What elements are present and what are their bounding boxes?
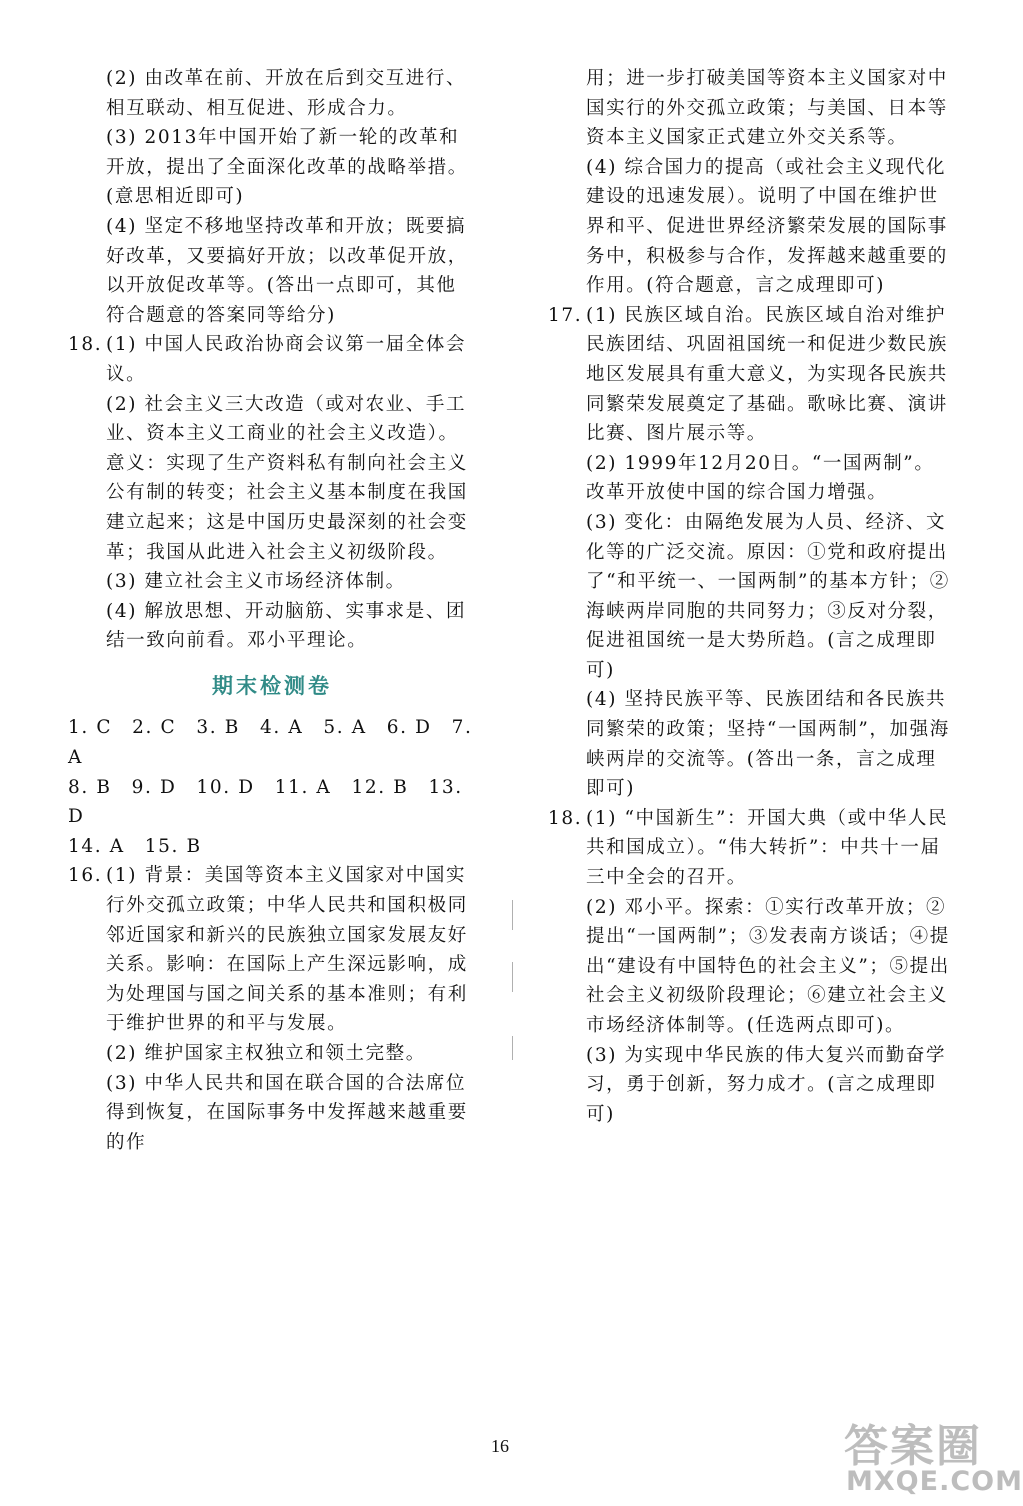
left-column xyxy=(68,64,476,1157)
q18-part-1: (1) “中国新生”：开国大典（或中华人民共和国成立）。“伟大转折”：中共十一届三中全会的召开。 xyxy=(586,807,949,889)
answer-line: 1. C 2. C 3. B 4. A 5. A 6. D 7. A xyxy=(68,717,473,769)
q16-part-4: (4) 综合国力的提高（或社会主义现代化建设的迅速发展）。说明了中国在维护世界和平、促进世界经济繁荣发展的国际事务中，积极参与合作，发挥越来越重要的作用。(符合题意，言之成理即可) xyxy=(586,156,948,297)
section-title: 期末检测卷 xyxy=(212,673,332,698)
q17-part-4: (4) 坚定不移地坚持改革和开放；既要搞好改革，又要搞好开放；以改革促开放，以开放促改革等。(答出一点即可，其他符合题意的答案同等给分) xyxy=(106,215,468,326)
question-number: 17. xyxy=(548,304,583,326)
q18-part-1: (1) 中国人民政治协商会议第一届全体会议。 xyxy=(106,334,467,385)
column-divider xyxy=(512,900,513,930)
q17-part-2: (2) 由改革在前、开放在后到交互进行、相互联动、相互促进、形成合力。 xyxy=(106,68,467,119)
q17-part-4: (4) 坚持民族平等、民族团结和各民族共同繁荣的政策；坚持“一国两制”，加强海峡两岸的交流等。(答出一条，言之成理即可) xyxy=(586,689,950,800)
question-number: 18. xyxy=(548,807,583,829)
q16-part-3: (3) 中华人民共和国在联合国的合法席位得到恢复，在国际事务中发挥越来越重要的作 xyxy=(106,1072,468,1153)
q18-part-2: (2) 邓小平。探索：①实行改革开放；②提出“一国两制”；③发表南方谈话；④提出“建设有中国特色的社会主义”；⑤提出社会主义初级阶段理论；⑥建立社会主义市场经济体制等。(任选两点即可)。 xyxy=(586,896,950,1036)
page-number: 16 xyxy=(491,1436,509,1456)
watermark-text-en: MXQE.COM xyxy=(846,1466,1023,1497)
watermark-text-cn: 答案圈 xyxy=(844,1421,982,1472)
q18-part-3: (3) 建立社会主义市场经济体制。 xyxy=(106,571,406,593)
q17-part-3: (3) 2013年中国开始了新一轮的改革和开放，提出了全面深化改革的战略举措。(意思相近即可) xyxy=(106,127,468,208)
right-column xyxy=(548,64,952,1129)
column-divider xyxy=(512,962,513,992)
answer-line: 8. B 9. D 10. D 11. A 12. B 13. D xyxy=(68,776,463,828)
question-16 xyxy=(68,861,476,1157)
column-divider xyxy=(512,1036,513,1060)
question-18 xyxy=(68,330,476,656)
q16-part-2: (2) 维护国家主权独立和领土完整。 xyxy=(106,1043,426,1064)
question-18 xyxy=(548,804,952,1130)
q18-part-3: (3) 为实现中华民族的伟大复兴而勤奋学习，勇于创新，努力成才。(言之成理即可) xyxy=(586,1044,947,1125)
answer-line: 14. A 15. B xyxy=(68,835,202,857)
question-number: 18. xyxy=(68,334,103,356)
q17-part-3: (3) 变化：由隔绝发展为人员、经济、文化等的广泛交流。原因：①党和政府提出了“和平统一、一国两制”的基本方针；②海峡两岸同胞的共同努力；③反对分裂，促进祖国统一是大势所趋。(言之成理即可) xyxy=(586,511,950,681)
question-17 xyxy=(548,301,952,804)
q17-part-2: (2) 1999年12月20日。“一国两制”。改革开放使中国的综合国力增强。 xyxy=(586,452,935,504)
watermark-logo xyxy=(836,1410,1023,1502)
q18-part-4: (4) 解放思想、开动脑筋、实事求是、团结一致向前看。邓小平理论。 xyxy=(106,600,467,652)
q18-part-2: (2) 社会主义三大改造（或对农业、手工业、资本主义工商业的社会主义改造）。意义：实现了生产资料私有制向社会主义公有制的转变；社会主义基本制度在我国建立起来；这是中国历史最深刻的社会变革；我国从此进入社会主义初级阶段。 xyxy=(106,393,468,563)
question-number: 16. xyxy=(68,865,103,887)
q16-part-1: (1) 背景：美国等资本主义国家对中国实行外交孤立政策；中华人民共和国积极同邻近国家和新兴的民族独立国家发展友好关系。影响：在国际上产生深远影响，成为处理国与国之间关系的基本准则；有利于维护世界的和平与发展。 xyxy=(106,865,468,1035)
q16-part-3-cont: 用；进一步打破美国等资本主义国家对中国实行的外交孤立政策；与美国、日本等资本主义国家正式建立外交关系等。 xyxy=(586,68,948,149)
q17-part-1: (1) 民族区域自治。民族区域自治对维护民族团结、巩固祖国统一和促进少数民族地区发展具有重大意义，为实现各民族共同繁荣发展奠定了基础。歌咏比赛、演讲比赛、图片展示等。 xyxy=(586,304,948,445)
